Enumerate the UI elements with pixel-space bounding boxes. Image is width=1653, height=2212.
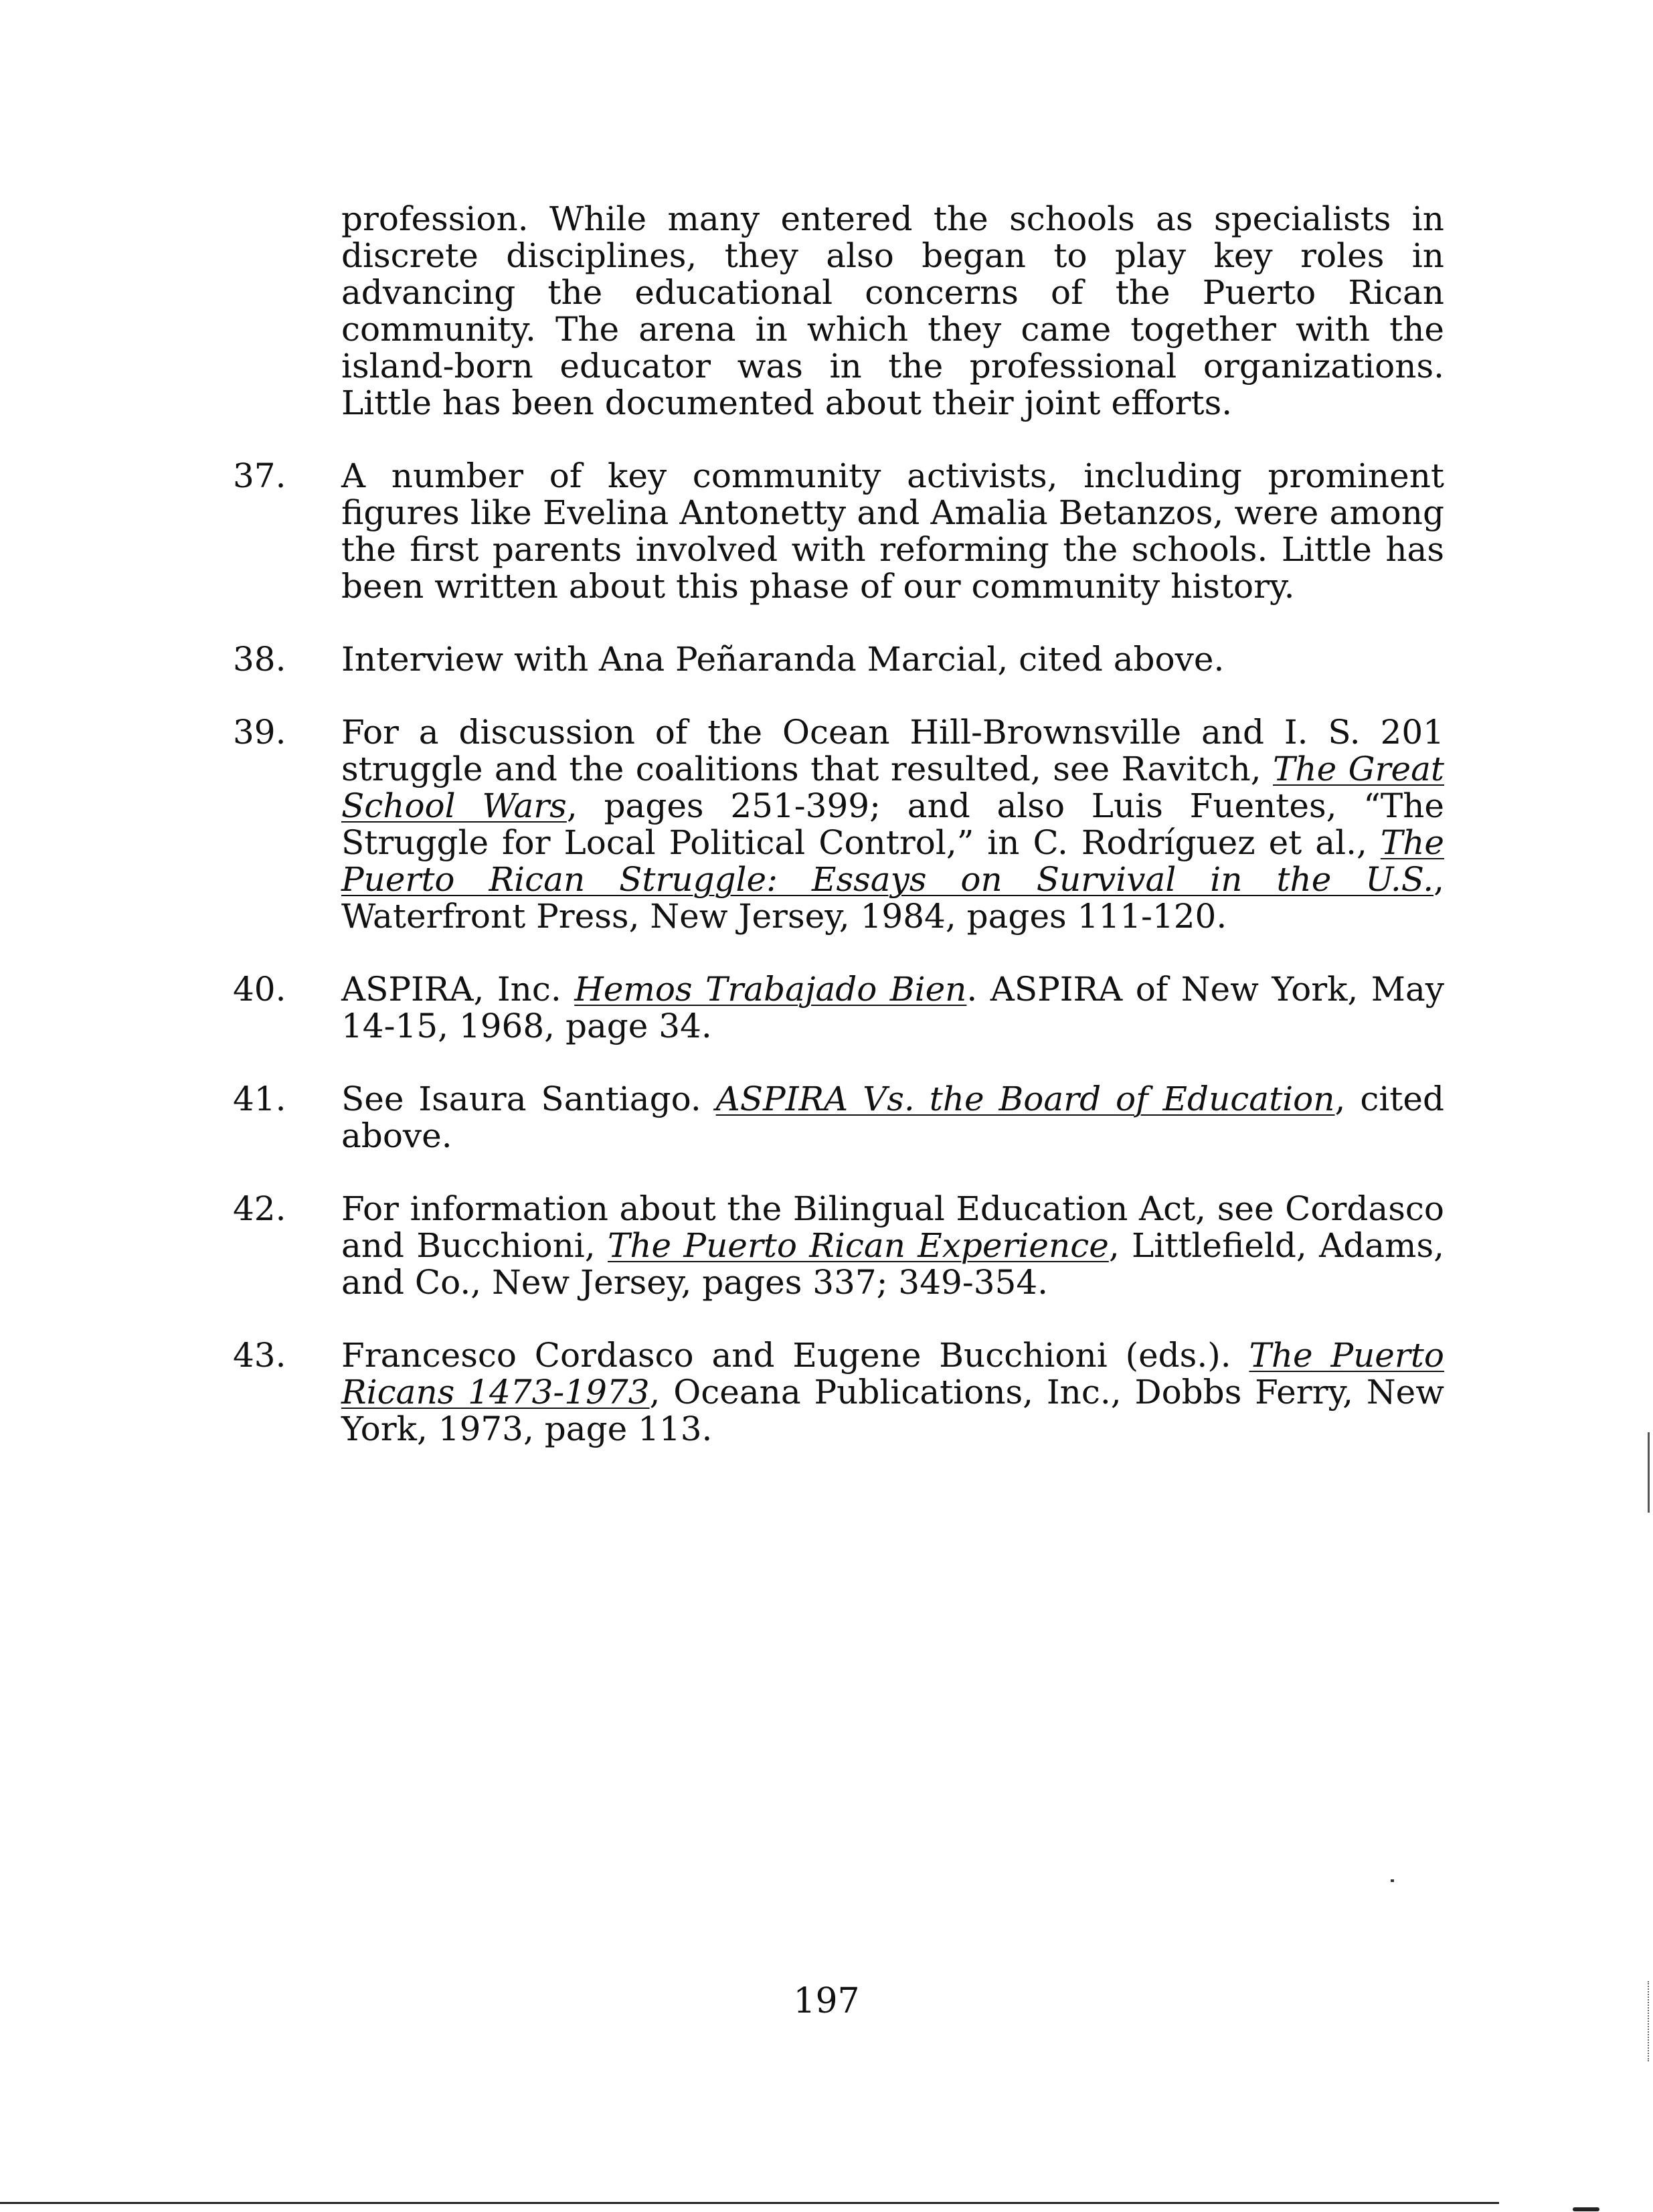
endnote-number: 41. [233,1080,286,1118]
endnote-text: , pages 251-399; and also Luis Fuentes, “The Struggle for Local Political Control,” in C. Rodríguez et al., [341,786,1445,862]
endnote-text: Francesco Cordasco and Eugene Bucchioni (eds.). [341,1336,1249,1375]
scan-mark [1573,2207,1599,2211]
endnote-text: . ASPIRA of New York, May 14-15, 1968, page 34. [341,970,1445,1045]
endnote-text: For information about the Bilingual Education Act, see Cordasco and Bucchioni, [341,1189,1444,1265]
scan-edge-line [0,2202,1499,2204]
endnote-41 [233,1081,1444,1155]
endnote-43 [233,1337,1444,1448]
endnote-number: 43. [233,1336,286,1375]
endnote-number: 39. [233,713,286,752]
endnote-text: See Isaura Santiago. [341,1080,716,1118]
endnote-40 [233,971,1444,1045]
continued-note-paragraph: profession. While many entered the schools as specialists in discrete disciplines, they also began to play key roles in advancing the educational concerns of the Puerto Rican community. The arena in which they came together with the island-born educator was in the professional organizations. Little has been documented about their joint efforts. [341,199,1444,422]
endnote-text: For a discussion of the Ocean Hill-Brownsville and I. S. 201 struggle and the coalitions that resulted, see Ravitch, [341,713,1444,788]
endnote-42 [233,1191,1444,1301]
endnote-number: 40. [233,970,286,1009]
scan-edge-mark [1648,1432,1650,1513]
cited-title: The Puerto Ricans 1473-1973 [341,1336,1444,1412]
cited-title: Hemos Trabajado Bien [574,970,967,1009]
endnote-text: Interview with Ana Peñaranda Marcial, cited above. [341,640,1225,679]
endnote-39 [233,714,1444,935]
cited-title: The Puerto Rican Experience [607,1226,1109,1265]
scan-edge-mark [1648,1981,1650,2061]
endnote-number: 38. [233,640,286,679]
cited-title: ASPIRA Vs. the Board of Education [715,1080,1335,1118]
endnote-38 [233,641,1444,678]
endnote-text: A number of key community activists, including prominent figures like Evelina Antonetty and Amalia Betanzos, were among the first parents involved with reforming the schools. Little has been written about this phase of our community history. [341,456,1444,606]
endnote-number: 37. [233,456,286,495]
cited-title: The Puerto Rican Struggle: Essays on Survival in the U.S. [341,823,1444,899]
endnote-text: , Waterfront Press, New Jersey, 1984, pages 111-120. [341,860,1444,936]
endnote-number: 42. [233,1189,286,1228]
endnotes-section [233,201,1444,1448]
cited-title: The Great School Wars [341,750,1444,825]
endnote-text: , cited above. [341,1080,1444,1155]
endnote-text: , Oceana Publications, Inc., Dobbs Ferry, New York, 1973, page 113. [341,1373,1444,1448]
endnote-text: ASPIRA, Inc. [341,970,575,1009]
page-number: 197 [793,1981,860,2021]
endnote-37 [233,458,1444,605]
scan-speck [1391,1879,1394,1882]
endnote-text: , Littlefield, Adams, and Co., New Jersey, pages 337; 349-354. [341,1226,1445,1302]
